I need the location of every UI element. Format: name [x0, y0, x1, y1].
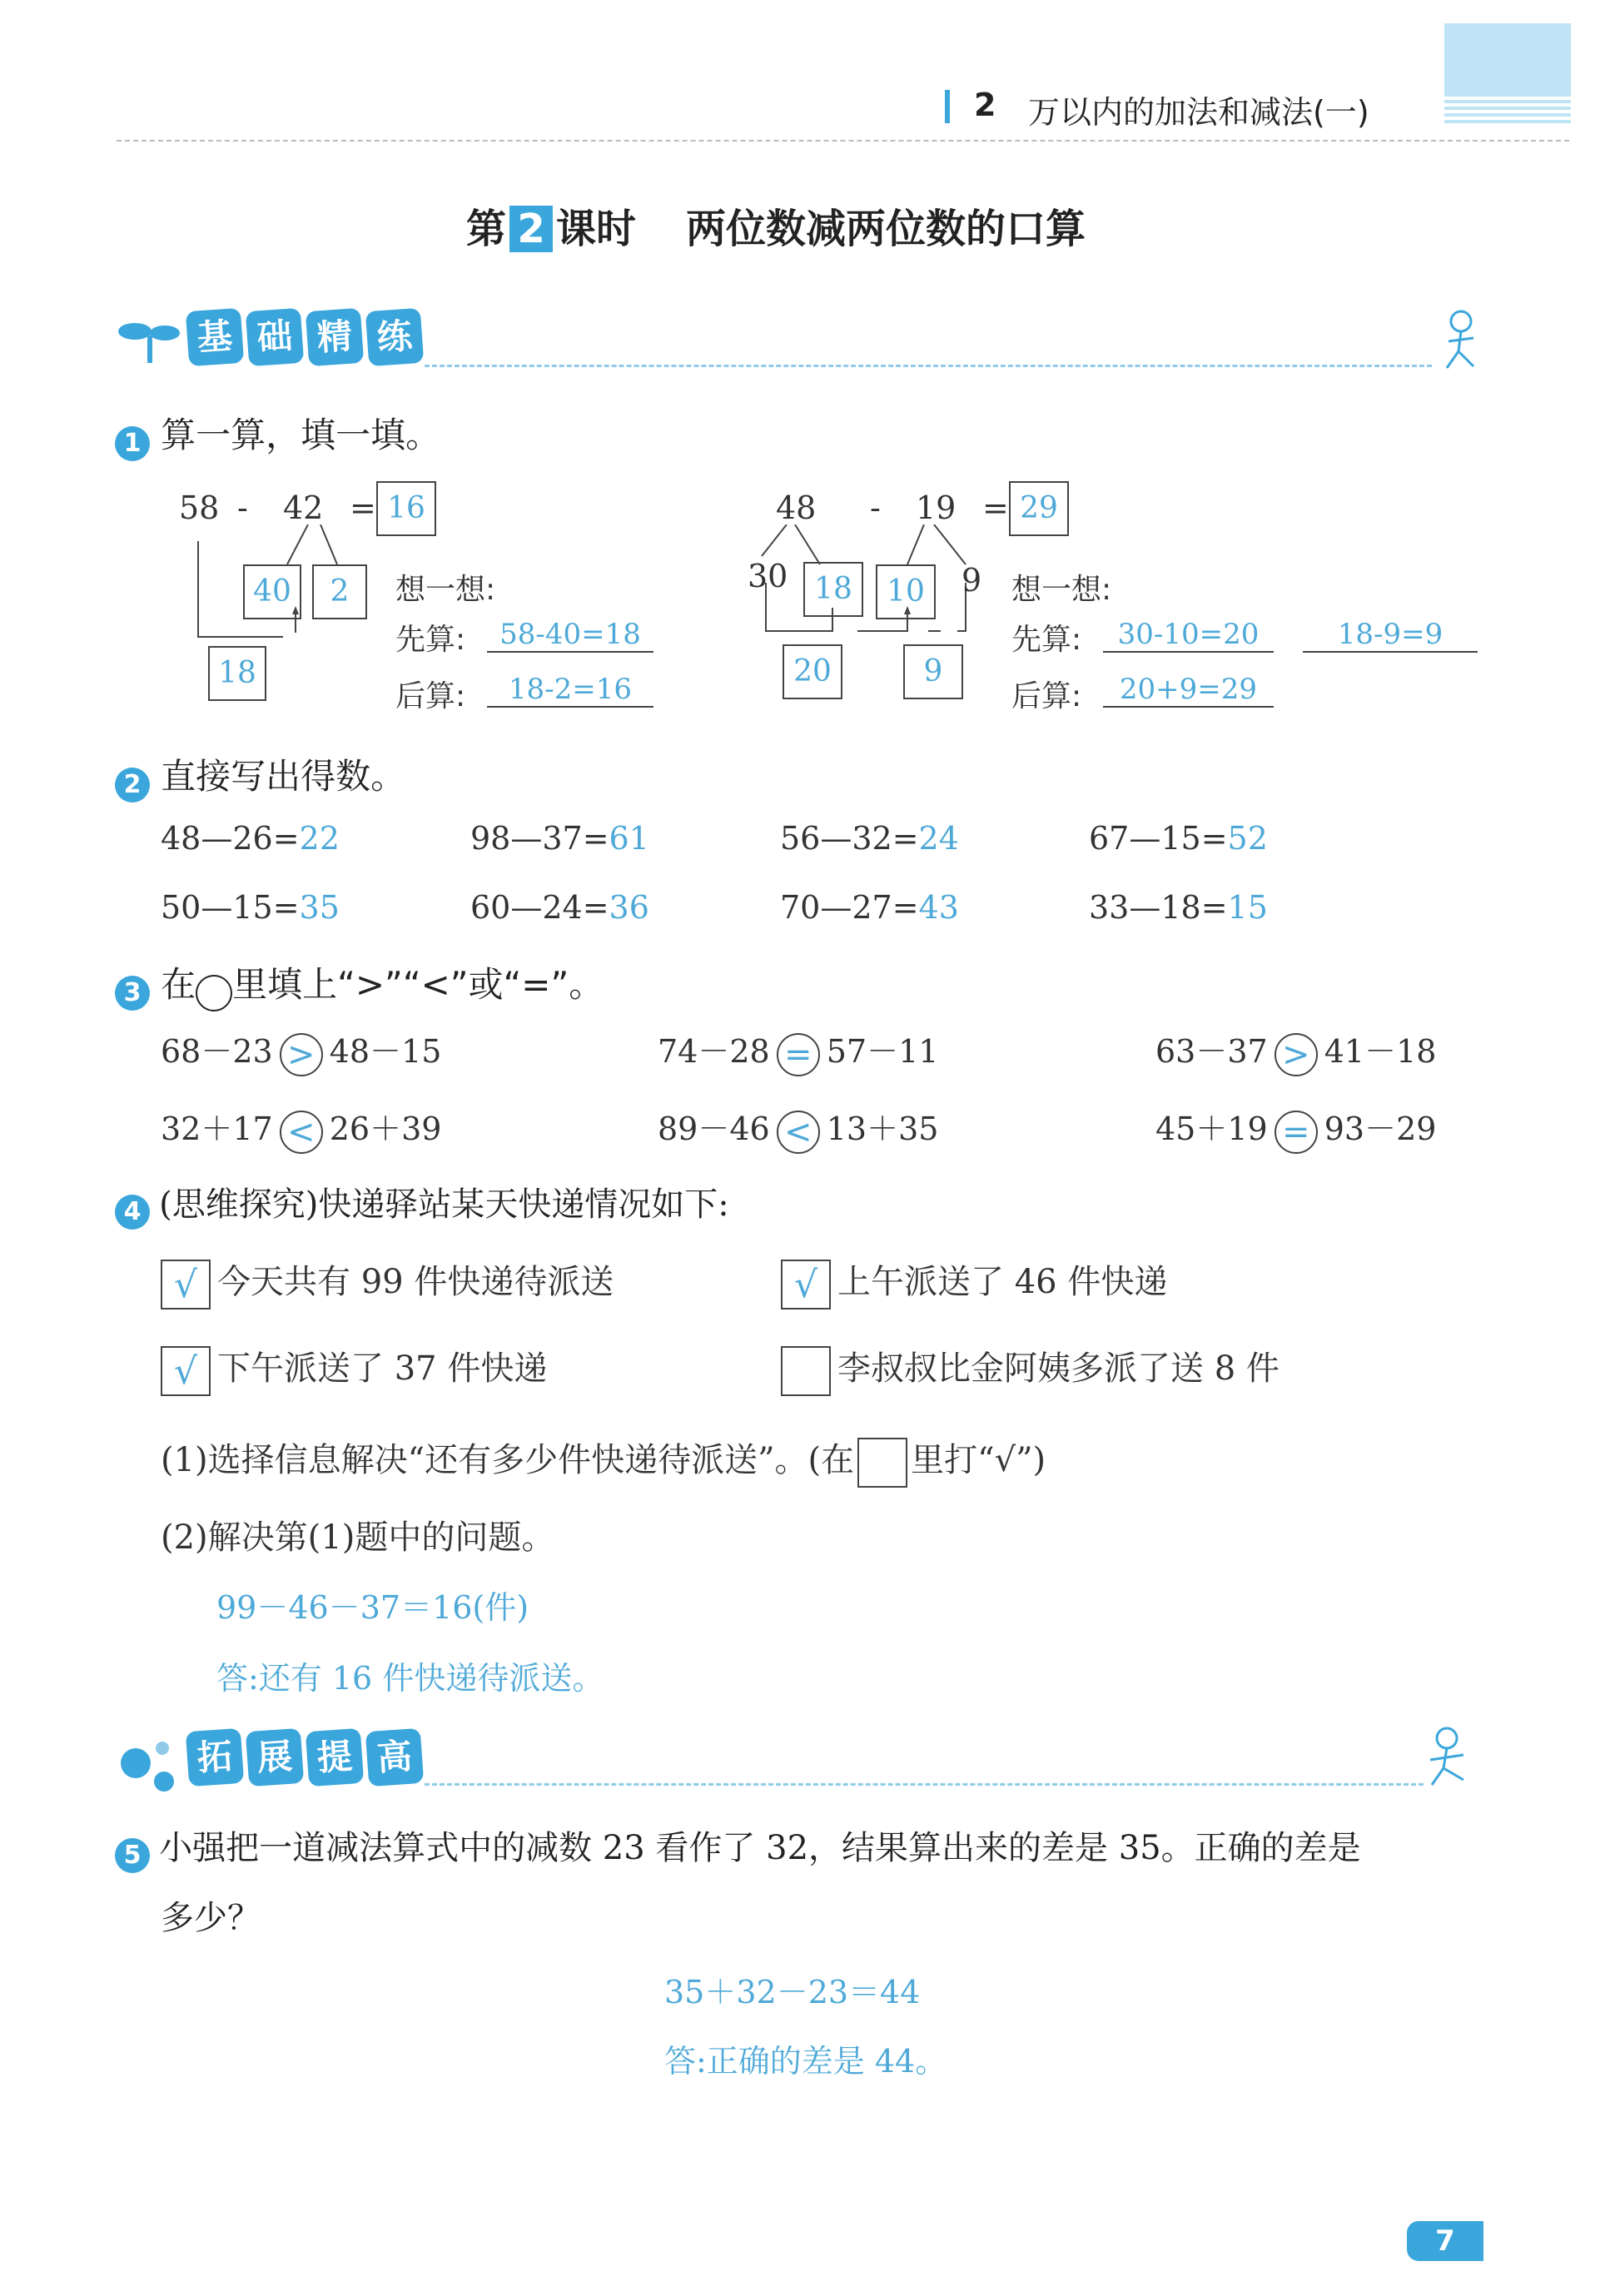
- q3-item: 68－23 > 48－15: [161, 1026, 441, 1076]
- q1r-eq: =: [982, 490, 1009, 526]
- q5-text-cont: 多少？: [161, 1899, 261, 1937]
- q4-option: √ 上午派送了 46 件快递: [781, 1255, 1167, 1310]
- header-tab-stripes: [1444, 93, 1571, 127]
- chapter-number: 2: [974, 87, 996, 123]
- q2-item: 56—32=24: [780, 820, 959, 857]
- lesson-prefix: 第: [466, 206, 507, 252]
- q4-answer-equation: 99－46－37＝16(件): [216, 1589, 529, 1626]
- q2-item: 33—18=15: [1089, 889, 1268, 926]
- q1l-then-label: 后算:: [395, 679, 466, 713]
- q1r-then-label: 后算:: [1011, 679, 1082, 713]
- q1r-split-18-box: 18: [803, 562, 863, 617]
- q3-item: 63－37 > 41－18: [1155, 1026, 1436, 1076]
- lesson-number-badge: 2: [509, 206, 553, 252]
- compare-circle[interactable]: >: [1275, 1033, 1318, 1076]
- q4-option: √ 下午派送了 37 件快递: [161, 1342, 547, 1396]
- header-divider: [117, 140, 1569, 142]
- q5-answer-equation: 35＋32－23＝44: [664, 1974, 921, 2010]
- q1r-split-9: 9: [961, 562, 982, 599]
- q1l-then-answer: 18-2=16: [487, 673, 653, 708]
- q3-item: 32＋17 < 26＋39: [161, 1103, 441, 1154]
- lesson-suffix: 课时: [556, 206, 637, 252]
- q3-title-circle: [196, 975, 232, 1011]
- q1r-think: 想一想:: [1011, 573, 1112, 607]
- q4-answer-sentence: 答:还有 16 件快递待派送。: [216, 1660, 604, 1697]
- q4-checkbox[interactable]: √: [161, 1260, 211, 1310]
- sprout-icon: [117, 315, 183, 365]
- q1r-first-answer-2: 18-9=9: [1303, 618, 1478, 653]
- q1l-eq: =: [350, 490, 376, 526]
- q5-answer-sentence: 答:正确的差是 44。: [664, 2043, 947, 2080]
- q1l-first-answer: 58-40=18: [487, 618, 653, 653]
- q1r-first-answer-1: 30-10=20: [1103, 618, 1274, 653]
- bubbles-icon: [112, 1732, 187, 1798]
- q1l-result-box: 18: [208, 646, 266, 701]
- q1r-b: 19: [916, 490, 957, 526]
- q1l-answer-box: 16: [376, 481, 436, 536]
- compare-circle[interactable]: <: [777, 1111, 820, 1154]
- q2-item: 67—15=52: [1089, 820, 1268, 857]
- compare-circle[interactable]: <: [280, 1111, 323, 1154]
- q1l-split2-box: 2: [312, 564, 367, 619]
- q2-item: 98—37=61: [470, 820, 649, 857]
- q4-checkbox[interactable]: [781, 1346, 831, 1396]
- section-extend-divider: [425, 1783, 1424, 1786]
- q2-item: 48—26=22: [161, 820, 340, 857]
- q1r-answer-box: 29: [1009, 481, 1069, 536]
- section-basic-title: 基 础 精 练: [187, 310, 427, 365]
- stick-figure-icon: [1432, 308, 1490, 375]
- q1r-op: -: [870, 490, 881, 526]
- q4-option: √ 今天共有 99 件快递待派送: [161, 1255, 614, 1310]
- section-extend-title: 拓 展 提 高: [187, 1730, 427, 1785]
- chapter-title: 万以内的加法和减法(一): [1028, 94, 1369, 131]
- q2-item: 50—15=35: [161, 889, 340, 926]
- q4-sub2: (2)解决第(1)题中的问题。: [161, 1518, 555, 1557]
- lesson-title: [466, 196, 1086, 254]
- lesson-name: 两位数减两位数的口算: [686, 206, 1086, 252]
- q3-item: 89－46 < 13＋35: [658, 1103, 938, 1154]
- q1l-op: -: [237, 490, 248, 526]
- q1l-think: 想一想:: [395, 573, 496, 607]
- page-number: 7: [1407, 2221, 1483, 2261]
- stick-figure-icon: [1415, 1725, 1482, 1792]
- q1r-split-30: 30: [748, 558, 788, 594]
- compare-circle[interactable]: =: [777, 1033, 820, 1076]
- q1r-first-label: 先算:: [1011, 623, 1082, 657]
- q4-sub1-box: [857, 1438, 907, 1488]
- q1r-then-answer: 20+9=29: [1103, 673, 1274, 708]
- compare-circle[interactable]: =: [1275, 1111, 1318, 1154]
- q4-checkbox[interactable]: √: [781, 1260, 831, 1310]
- q1l-split1-box: 40: [243, 564, 301, 619]
- q1-title: 1 算一算，填一填。: [115, 408, 440, 461]
- q4-checkbox[interactable]: √: [161, 1346, 211, 1396]
- q1l-first-label: 先算:: [395, 623, 466, 657]
- q5-text: 5 小强把一道减法算式中的减数 23 看作了 32，结果算出来的差是 35。正确的差是: [115, 1821, 1361, 1873]
- section-basic-divider: [425, 365, 1432, 367]
- q1l-b: 42: [283, 490, 324, 526]
- q1r-box-20: 20: [783, 644, 842, 699]
- q1r-box-9: 9: [903, 644, 963, 699]
- q1l-a: 58: [179, 490, 220, 526]
- q3-title: 3 在 里填上“>”“<”或“=”。: [115, 957, 604, 1011]
- q3-item: 74－28 = 57－11: [658, 1026, 938, 1076]
- header-bar: [945, 90, 950, 123]
- q1r-split-10-box: 10: [876, 564, 936, 619]
- q3-item: 45＋19 = 93－29: [1155, 1103, 1436, 1154]
- q4-sub1: (1)选择信息解决“还有多少件快递待派送”。(在 里打“√”): [161, 1434, 1046, 1488]
- q4-title: 4 (思维探究)快递驿站某天快递情况如下:: [115, 1178, 729, 1230]
- q2-title: 2 直接写出得数。: [115, 749, 405, 803]
- q2-item: 70—27=43: [780, 889, 959, 926]
- q4-option: 李叔叔比金阿姨多派了送 8 件: [781, 1342, 1280, 1396]
- q1r-a: 48: [776, 490, 817, 526]
- q2-item: 60—24=36: [470, 889, 649, 926]
- compare-circle[interactable]: >: [280, 1033, 323, 1076]
